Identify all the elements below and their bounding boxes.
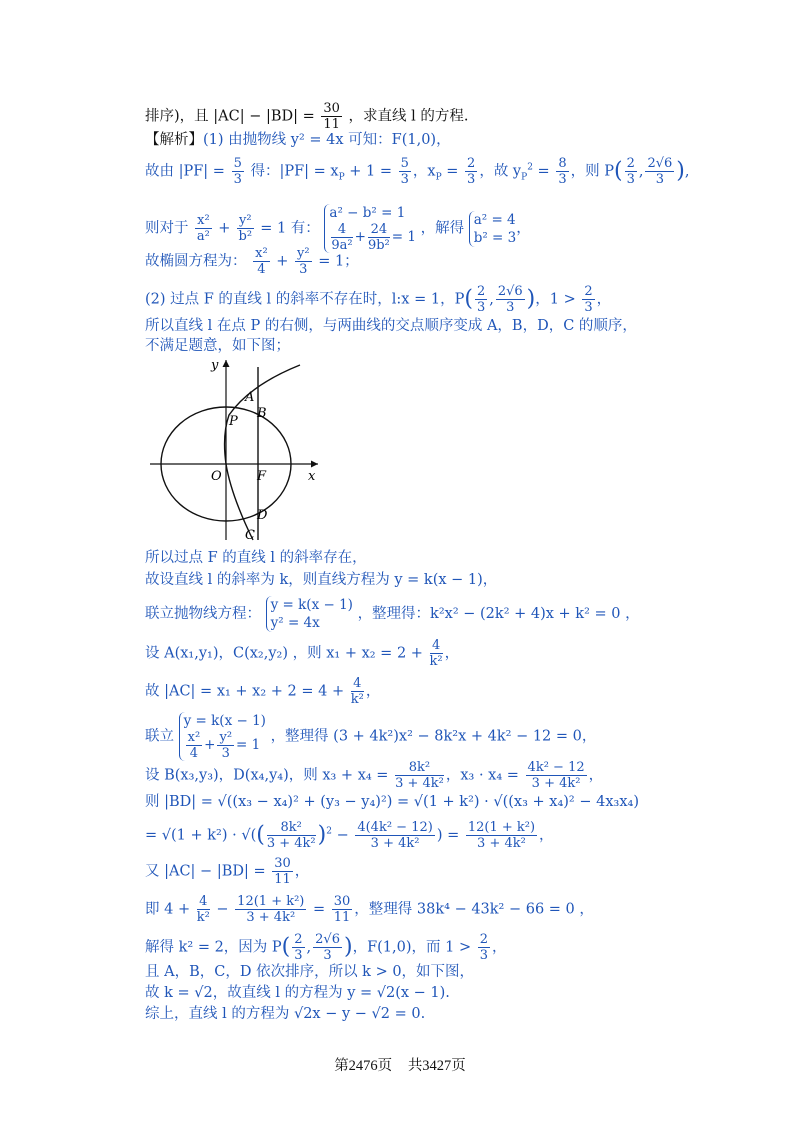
solution-line-15: 则 |BD| = √((x₃ − x₄)² + (y₃ − y₄)²) = √(1 + k²) · √((x₃ + x₄)² − 4x₃x₄) <box>145 794 639 810</box>
frac-den: 3 + 4k² <box>531 776 581 791</box>
frac-num: 8k² <box>395 760 444 776</box>
text: 则对于 <box>145 220 189 237</box>
solution-line-10 <box>145 596 640 632</box>
frac-num: 2√6 <box>497 284 523 299</box>
text: 设 A(x₁,y₁)，C(x₂,y₂) ，则 x₁ + x₂ = 2 + <box>145 645 423 662</box>
solution-line-7: 不满足题意，如下图； <box>145 338 290 354</box>
frac-den: 11 <box>274 872 291 887</box>
frac-num: 4 <box>331 222 352 238</box>
frac-num: y² <box>297 246 310 261</box>
text: ，整理得 (3 + 4k²)x² − 8k²x + 4k² − 12 = 0， <box>270 728 597 745</box>
frac-num: 2 <box>294 932 303 947</box>
system-row: a² = 4 <box>473 211 516 228</box>
frac-num: x² <box>255 246 268 261</box>
text: ， <box>294 863 310 880</box>
label-F: F <box>257 469 267 484</box>
frac-num: 8 <box>558 156 567 171</box>
text: 又 |AC| − |BD| = <box>145 863 266 880</box>
solution-line-9: 故设直线 l 的斜率为 k，则直线方程为 y = k(x − 1)， <box>145 572 498 588</box>
frac-den: 4 <box>189 746 199 761</box>
equation-system-2 <box>469 211 517 247</box>
frac-den: 3 + 4k² <box>395 776 444 791</box>
text: + <box>354 229 366 245</box>
text: ， <box>365 683 381 700</box>
frac-den: 3 <box>479 948 488 963</box>
text: − <box>336 827 349 844</box>
text: = √(1 + k²) · √( <box>145 827 257 844</box>
solution-line-3: 则对于 $\frac{\text{x²}}{\text{a²}}$ + $\frac{\text{y²}}{\text{b²}}$ = 1 有： a² − b² = 1 $\frac{4}{\text{9a²}}$ + $\frac{24}{\text{9b²}}$ = 1 ，解得 a² = 4 b² = 3， <box>145 205 531 253</box>
equation-system-3 <box>266 596 353 632</box>
text: (2) 过点 F 的直线 l 的斜率不存在时，l:x = 1，P <box>145 291 465 308</box>
text: = <box>446 163 459 180</box>
frac-den: 3 <box>655 172 664 187</box>
system-row: b² = 3 <box>473 229 517 246</box>
solution-line-5: (2) 过点 F 的直线 l 的斜率不存在时，l:x = 1，P( $\frac{2}{3}$ , $\frac{2√6}{3}$ )，1 > $\frac{2}{3}$ ， <box>145 284 612 315</box>
frac-num: 4 <box>351 676 364 692</box>
frac-den: 3 + 4k² <box>370 836 420 851</box>
frac-num: 2 <box>479 932 488 947</box>
solution-line-16: = √(1 + k²) · √(( $\frac{\text{8k²}}{\text{3 + 4k²}}$ )$^2$ − $\frac{\text{4(4k² − 12)}}{\text{3 + 4k²}}$ ) = $\frac{\text{12(1 + k²)}}{\text{3 + 4k²}}$ ， <box>145 820 554 851</box>
text: = <box>312 901 326 918</box>
system-row: y = k(x − 1) <box>183 713 266 729</box>
frac-num: 5 <box>400 156 409 171</box>
solution-line-1 <box>145 130 451 150</box>
system-row: a² − b² = 1 <box>329 205 406 221</box>
frac-den: 3 <box>400 172 409 187</box>
system-row: y = k(x − 1) <box>270 597 353 613</box>
frac-den: a² <box>196 229 210 244</box>
frac-num: y² <box>239 213 252 228</box>
text: 故 |AC| = x₁ + x₂ + 2 = 4 + <box>145 683 345 700</box>
frac-den: 11 <box>333 910 351 925</box>
solution-line-18 <box>145 894 594 925</box>
frac-den: 3 <box>584 300 593 315</box>
frac-den: 3 <box>506 300 515 315</box>
frac-num: 2 <box>476 284 486 299</box>
page-number: 第2476页 <box>334 1058 393 1074</box>
system-row: y² = 4x <box>270 615 320 631</box>
frac-num: 4 <box>197 894 210 910</box>
text: ，解得 <box>420 220 465 237</box>
text: ，求直线 l 的方程. <box>348 108 469 125</box>
text: − <box>216 901 229 918</box>
frac-den: 3 <box>558 172 567 187</box>
frac-den: 3 <box>299 262 308 277</box>
label-O: O <box>211 469 222 484</box>
frac-num: 12(1 + k²) <box>467 820 536 835</box>
frac-num: x² <box>187 730 201 745</box>
frac-den: 3 <box>233 172 242 187</box>
text: + 1 = <box>349 163 393 180</box>
frac-num: 24 <box>368 222 390 238</box>
text: ，x <box>412 163 436 180</box>
frac-den: 3 + 4k² <box>246 910 296 925</box>
frac-num: y² <box>219 730 233 745</box>
solution-line-20: 且 A，B，C，D 依次排序，所以 k > 0，如下图， <box>145 964 475 980</box>
text: ， <box>588 767 604 784</box>
text: 联立 <box>145 728 174 745</box>
solution-line-6: 所以直线 l 在点 P 的右侧，与两曲线的交点顺序变成 A，B，D，C 的顺序， <box>145 318 637 334</box>
solution-line-14 <box>145 760 603 791</box>
ellipse-parabola-figure <box>145 355 325 545</box>
frac-num: 12(1 + k²) <box>237 894 305 909</box>
frac-num: 30 <box>323 101 340 116</box>
frac-den: 9a² <box>331 238 353 253</box>
frac-den: 3 + 4k² <box>477 836 526 851</box>
text: = 1 有： <box>260 220 320 237</box>
frac-den: 4 <box>257 262 266 277</box>
frac-den: 3 <box>294 948 303 963</box>
text: = <box>537 163 550 180</box>
text: ， <box>444 645 460 662</box>
text: 设 B(x₃,y₃)，D(x₄,y₄)，则 x₃ + x₄ = <box>145 767 389 784</box>
text: 解得 k² = 2，因为 P <box>145 939 282 956</box>
text: ，整理得：k²x² − (2k² + 4)x + k² = 0 ， <box>357 606 640 622</box>
frac-num: 30 <box>274 856 291 871</box>
label-A: A <box>245 390 255 405</box>
frac-num: x² <box>197 213 210 228</box>
text: 故椭圆方程为： <box>145 253 247 270</box>
label-B: B <box>257 406 267 421</box>
text: = 1 <box>236 737 261 753</box>
text: = 1； <box>318 253 359 270</box>
frac-num: 30 <box>333 894 351 909</box>
text: ，x₃ · x₄ = <box>445 767 519 784</box>
text: + <box>204 737 216 753</box>
frac-den: 3 <box>323 948 332 963</box>
frac-den: b² <box>238 229 253 244</box>
text: ，故 y <box>479 163 522 180</box>
text: (1) 由抛物线 y² = 4x 可知：F(1,0)， <box>203 132 451 148</box>
frac-num: 4(4k² − 12) <box>357 820 433 835</box>
question-tail <box>145 101 469 132</box>
page-footer <box>0 1054 800 1075</box>
text: 故由 |PF| = <box>145 163 225 180</box>
label-y: y <box>211 358 219 373</box>
label-x: x <box>308 469 316 484</box>
frac-num: 2 <box>467 156 476 171</box>
frac-den: 9b² <box>367 238 390 253</box>
text: = 1 <box>391 229 416 245</box>
frac-num: 8k² <box>267 820 316 836</box>
text: ， <box>492 939 507 956</box>
solution-line-21: 故 k = √2，故直线 l 的方程为 y = √2(x − 1). <box>145 985 450 1001</box>
solution-line-22: 综上，直线 l 的方程为 √2x − y − √2 = 0. <box>145 1006 426 1022</box>
frac-num: 2 <box>626 156 635 171</box>
text: 即 4 + <box>145 901 191 918</box>
solution-line-2: 故由 |PF| = $\frac{5}{3}$ 得：$|PF| = x_P + 1$ = $\frac{5}{3}$ ，$x_P$ = $\frac{2}{3}$ ，故 $y_P^2$ = $\frac{8}{3}$ ，则 P( $\frac{2}{3}$ , $\frac{2√6}{3}$ ), <box>145 156 690 187</box>
frac-den: 3 + 4k² <box>266 836 316 851</box>
text: ，整理得 38k⁴ − 43k² − 66 = 0 ， <box>354 901 594 918</box>
frac-num: 2 <box>584 284 593 299</box>
solution-line-13 <box>145 712 596 761</box>
label-D: D <box>257 508 268 523</box>
frac-num: 5 <box>233 156 242 171</box>
label-P: P <box>229 414 238 429</box>
text: ，1 > <box>535 291 576 308</box>
frac-num: 2√6 <box>315 932 340 947</box>
text: ，则 P <box>570 163 614 180</box>
solution-line-11 <box>145 638 459 669</box>
solution-line-8: 所以过点 F 的直线 l 的斜率存在， <box>145 550 367 566</box>
text: 得：|PF| = x <box>250 163 339 180</box>
total-pages: 共3427页 <box>407 1058 466 1074</box>
solution-line-12 <box>145 676 380 707</box>
text: 排序)，且 |AC| − |BD| = <box>145 108 315 125</box>
equation-system-4 <box>179 712 266 761</box>
frac-den: 11 <box>323 117 340 132</box>
text: ， <box>596 291 612 308</box>
analysis-tag: 【解析】 <box>145 132 203 148</box>
frac-num: 4 <box>430 638 443 654</box>
frac-num: 2√6 <box>647 156 673 171</box>
text: ，F(1,0)，而 1 > <box>352 939 472 956</box>
frac-den: k² <box>196 910 210 925</box>
frac-den: 3 <box>626 172 635 187</box>
frac-num: 4k² − 12 <box>527 760 585 775</box>
frac-den: 3 <box>476 300 486 315</box>
solution-line-19: 解得 k² = 2，因为 P( $\frac{2}{3}$ , $\frac{2√6}{3}$ )，F(1,0)，而 1 > $\frac{2}{3}$ ， <box>145 932 507 963</box>
text: 联立抛物线方程： <box>145 606 261 622</box>
label-C: C <box>245 528 255 543</box>
solution-line-4: 故椭圆方程为： $\frac{\text{x²}}{4}$ + $\frac{\text{y²}}{3}$ = 1； <box>145 246 359 277</box>
frac-den: 3 <box>221 746 230 761</box>
text: ) = <box>436 827 460 844</box>
frac-den: 3 <box>467 172 476 187</box>
solution-line-17 <box>145 856 309 887</box>
frac-den: k² <box>429 654 443 669</box>
frac-den: k² <box>350 692 364 707</box>
